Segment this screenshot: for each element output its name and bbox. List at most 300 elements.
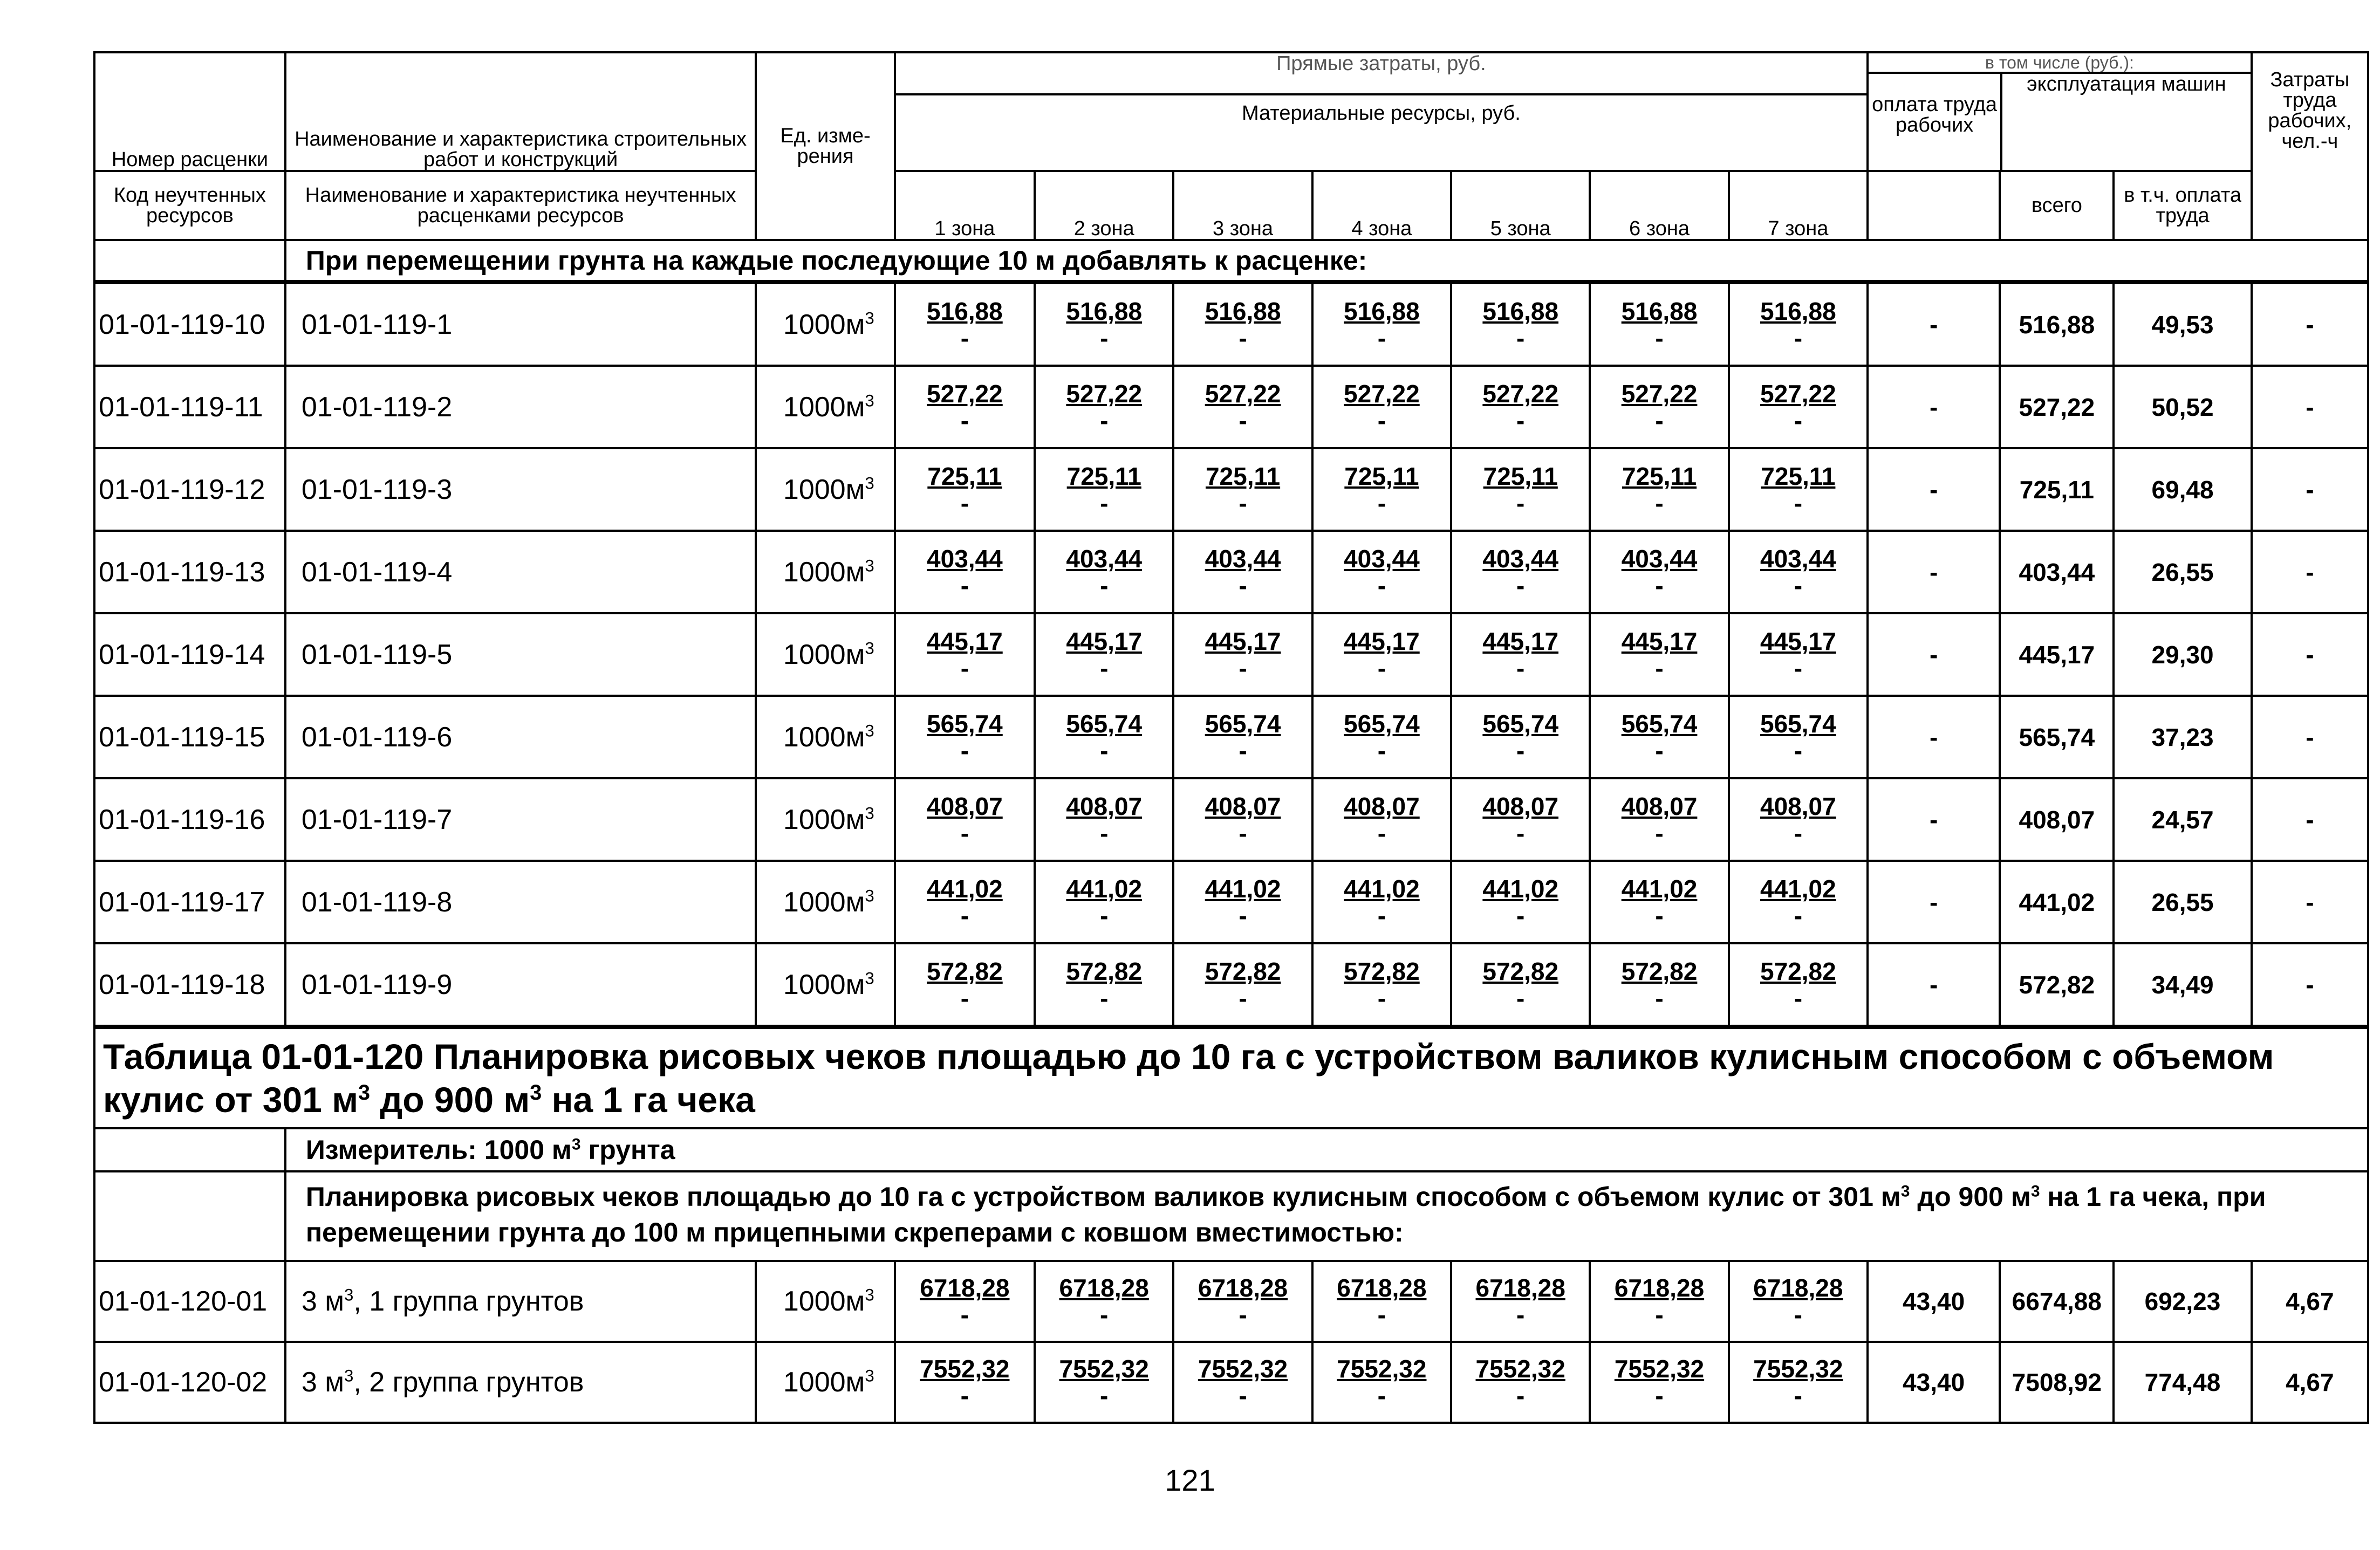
zone-cell: [1173, 861, 1312, 943]
zone-value: 403,44: [1760, 544, 1836, 573]
row-labor-hours: -: [2252, 448, 2368, 531]
page-number: 121: [1165, 1463, 1215, 1497]
header-total: всего: [2000, 171, 2114, 240]
header-in-that-number: [1868, 52, 2252, 171]
zone-dash: -: [1794, 1382, 1802, 1410]
zone-cell: [1729, 1342, 1868, 1423]
row-machines: 403,44: [2000, 531, 2114, 613]
zone-value: 527,22: [1066, 379, 1143, 408]
zone-dash: -: [1655, 736, 1664, 765]
zone-value: 6718,28: [1337, 1274, 1427, 1302]
zone-cell: [1312, 448, 1451, 531]
row-code: 01-01-120-01: [94, 1261, 285, 1342]
zone-value: 441,02: [1066, 874, 1143, 903]
row-machines-labor: 49,53: [2114, 283, 2251, 366]
table-row: [94, 861, 2368, 943]
row-unit: [756, 861, 894, 943]
zone-dash: -: [1377, 489, 1386, 517]
zone-dash: -: [1239, 736, 1247, 765]
zone-dash: -: [1794, 901, 1803, 930]
zone-dash: -: [1239, 1382, 1247, 1410]
zone-value: 565,74: [927, 709, 1003, 738]
header-zone-2: 2 зона: [1035, 171, 1173, 240]
name-b: , 1 группа грунтов: [353, 1286, 584, 1317]
row-name: [285, 1261, 756, 1342]
zone-cell: [1035, 531, 1173, 613]
zone-value: 445,17: [1621, 627, 1698, 655]
measure-b: грунта: [580, 1135, 675, 1165]
table120-title: [94, 1028, 2368, 1128]
price-table-sheet: [93, 51, 2369, 1424]
zone-dash: -: [1655, 571, 1664, 600]
zone-cell: [1590, 366, 1728, 448]
zone-cell: [1173, 283, 1312, 366]
header-zone-5: 5 зона: [1451, 171, 1590, 240]
zone-cell: [1173, 366, 1312, 448]
row-machines: 516,88: [2000, 283, 2114, 366]
zone-dash: -: [1516, 571, 1525, 600]
zone-dash: -: [1655, 406, 1664, 435]
zone-cell: [1035, 613, 1173, 696]
zone-dash: -: [960, 901, 969, 930]
row-labor: -: [1868, 366, 2000, 448]
zone-dash: -: [1794, 489, 1803, 517]
row-name: 01-01-119-1: [285, 283, 756, 366]
zone-dash: -: [1100, 489, 1109, 517]
header-incl-labor: в т.ч. оплата труда: [2114, 171, 2251, 240]
table-row: [94, 1342, 2368, 1423]
zone-cell: [1312, 283, 1451, 366]
zone-dash: -: [1100, 571, 1109, 600]
zone-cell: [1312, 366, 1451, 448]
row-unit: [756, 283, 894, 366]
row-name: 01-01-119-8: [285, 861, 756, 943]
zone-dash: -: [1100, 1301, 1109, 1329]
section1-note: При перемещении грунта на каждые последующие 10 м добавлять к расценке:: [285, 240, 2368, 281]
row-machines-labor: 34,49: [2114, 943, 2251, 1026]
zone-cell: [1729, 1261, 1868, 1342]
row-machines-labor: 26,55: [2114, 861, 2251, 943]
zone-dash: -: [1516, 406, 1525, 435]
zone-cell: [1312, 613, 1451, 696]
zone-value: 7552,32: [920, 1355, 1010, 1383]
zone-dash: -: [1655, 901, 1664, 930]
table120-measure: [285, 1128, 2368, 1171]
unit-text: 1000м: [783, 1286, 865, 1317]
rows-119: [93, 282, 2369, 1027]
zone-dash: -: [1516, 1301, 1525, 1329]
zone-cell: [1729, 613, 1868, 696]
zone-cell: [1035, 861, 1173, 943]
row-machines: 441,02: [2000, 861, 2114, 943]
sup: 3: [2030, 1182, 2040, 1201]
zone-dash: -: [1239, 571, 1247, 600]
table-row: [94, 366, 2368, 448]
row-labor: -: [1868, 613, 2000, 696]
row-machines: 725,11: [2000, 448, 2114, 531]
zone-dash: -: [1655, 1382, 1664, 1410]
zone-value: 572,82: [1066, 957, 1143, 985]
header-zone-3: 3 зона: [1173, 171, 1312, 240]
zone-value: 7552,32: [1059, 1355, 1149, 1383]
zone-cell: [1729, 696, 1868, 778]
row-name: 01-01-119-2: [285, 366, 756, 448]
row-labor-hours: -: [2252, 613, 2368, 696]
zone-value: 516,88: [1066, 297, 1143, 325]
table-row: [94, 283, 2368, 366]
zone-value: 445,17: [1205, 627, 1281, 655]
header-labor-costs: Затраты труда рабочих, чел.-ч: [2252, 52, 2368, 240]
sup: 3: [865, 804, 874, 823]
zone-value: 527,22: [1344, 379, 1420, 408]
unit-text: 1000м: [783, 556, 865, 588]
zone-cell: [1035, 943, 1173, 1026]
row-machines: 572,82: [2000, 943, 2114, 1026]
zone-cell: [1451, 531, 1590, 613]
row-labor: 43,40: [1868, 1342, 2000, 1423]
header-direct-costs: [895, 52, 1868, 171]
zone-dash: -: [1239, 984, 1247, 1012]
zone-value: 725,11: [927, 462, 1002, 490]
zone-dash: -: [1377, 1382, 1386, 1410]
header-labor-pay: оплата труда рабочих: [1869, 74, 2002, 170]
table120-title-part-a: Таблица 01-01-120 Планировка рисовых чеков площадью до 10 га с устройством валиков кулисным способом с объемом кулис от 301 м: [103, 1037, 2274, 1120]
zone-dash: -: [960, 819, 969, 847]
table120-title-row: [94, 1028, 2368, 1128]
zone-value: 403,44: [1066, 544, 1143, 573]
zone-dash: -: [1100, 406, 1109, 435]
zone-value: 445,17: [1066, 627, 1143, 655]
zone-value: 725,11: [1483, 462, 1558, 490]
zone-value: 565,74: [1066, 709, 1143, 738]
zone-value: 441,02: [1621, 874, 1698, 903]
zone-dash: -: [1516, 819, 1525, 847]
zone-dash: -: [1100, 736, 1109, 765]
unit-text: 1000м: [783, 804, 865, 835]
row-code: 01-01-119-18: [94, 943, 285, 1026]
row-name: 01-01-119-6: [285, 696, 756, 778]
zone-cell: [1590, 448, 1728, 531]
zone-cell: [1590, 861, 1728, 943]
zone-cell: [895, 696, 1035, 778]
row-unit: [756, 1342, 894, 1423]
zone-cell: [1173, 1261, 1312, 1342]
zone-dash: -: [1100, 1382, 1109, 1410]
header-direct-costs-label: Прямые затраты, руб.: [1276, 52, 1486, 75]
zone-dash: -: [1239, 406, 1247, 435]
row-code: 01-01-119-17: [94, 861, 285, 943]
table120-title-part-c: на 1 га чека: [542, 1080, 755, 1120]
header-zone-6: 6 зона: [1590, 171, 1728, 240]
zone-dash: -: [1100, 324, 1109, 352]
table-row: [94, 943, 2368, 1026]
zone-cell: [1312, 1342, 1451, 1423]
row-machines: 565,74: [2000, 696, 2114, 778]
row-unit: [756, 696, 894, 778]
zone-dash: -: [1239, 1301, 1247, 1329]
row-labor: -: [1868, 778, 2000, 861]
desc-a: Планировка рисовых чеков площадью до 10 га с устройством валиков кулисным способом с объемом кулис от 301 м: [305, 1182, 1901, 1212]
unit-text: 1000м: [783, 886, 865, 918]
section1-note-row: [94, 240, 2368, 281]
sup: 3: [571, 1135, 581, 1154]
row-machines-labor: 29,30: [2114, 613, 2251, 696]
rows-120: [94, 1261, 2368, 1423]
zone-value: 725,11: [1205, 462, 1281, 490]
row-code: 01-01-119-14: [94, 613, 285, 696]
zone-value: 408,07: [927, 792, 1003, 820]
zone-value: 445,17: [927, 627, 1003, 655]
table-row: [94, 531, 2368, 613]
row-machines-labor: 774,48: [2114, 1342, 2251, 1423]
zone-value: 7552,32: [1614, 1355, 1705, 1383]
header-machine-operation: эксплуатация машин: [2027, 73, 2226, 95]
zone-value: 441,02: [1205, 874, 1281, 903]
zone-dash: -: [1516, 901, 1525, 930]
zone-value: 403,44: [1205, 544, 1281, 573]
table120-desc-row: [94, 1171, 2368, 1261]
row-labor-hours: -: [2252, 283, 2368, 366]
zone-dash: -: [1516, 736, 1525, 765]
zone-value: 516,88: [1205, 297, 1281, 325]
zone-value: 527,22: [1205, 379, 1281, 408]
row-labor-hours: -: [2252, 861, 2368, 943]
zone-dash: -: [1794, 324, 1803, 352]
header-materials-label: Материальные ресурсы, руб.: [896, 93, 1866, 124]
table120-title-part-b: до 900 м: [370, 1080, 530, 1120]
row-labor: -: [1868, 531, 2000, 613]
table-row: [94, 1261, 2368, 1342]
zone-value: 441,02: [927, 874, 1003, 903]
zone-cell: [1590, 613, 1728, 696]
row-machines: 7508,92: [2000, 1342, 2114, 1423]
row-name: 01-01-119-5: [285, 613, 756, 696]
header-zone-7: 7 зона: [1729, 171, 1868, 240]
zone-dash: -: [1377, 901, 1386, 930]
sup: 3: [344, 1285, 354, 1305]
header-code-bottom: Код неучтенных ресурсов: [94, 171, 285, 240]
header-zone-4: 4 зона: [1312, 171, 1451, 240]
row-machines-labor: 69,48: [2114, 448, 2251, 531]
zone-dash: -: [1239, 489, 1247, 517]
zone-cell: [1312, 943, 1451, 1026]
zone-cell: [895, 861, 1035, 943]
zone-value: 725,11: [1066, 462, 1141, 490]
row-name: 01-01-119-7: [285, 778, 756, 861]
row-labor: 43,40: [1868, 1261, 2000, 1342]
zone-value: 565,74: [1482, 709, 1559, 738]
zone-dash: -: [1516, 489, 1525, 517]
zone-dash: -: [1100, 654, 1109, 682]
row-labor: -: [1868, 696, 2000, 778]
measure-a: Измеритель: 1000 м: [305, 1135, 572, 1165]
zone-dash: -: [1794, 984, 1803, 1012]
zone-cell: [895, 1261, 1035, 1342]
row-labor-hours: -: [2252, 696, 2368, 778]
zone-cell: [1451, 366, 1590, 448]
unit-text: 1000м: [783, 721, 865, 753]
sup: 3: [865, 556, 874, 575]
zone-dash: -: [1377, 324, 1386, 352]
zone-dash: -: [1239, 901, 1247, 930]
zone-cell: [1590, 1261, 1728, 1342]
zone-cell: [1173, 613, 1312, 696]
zone-value: 408,07: [1482, 792, 1559, 820]
name-a: 3 м: [301, 1286, 344, 1317]
zone-cell: [1035, 1261, 1173, 1342]
zone-value: 725,11: [1344, 462, 1419, 490]
zone-value: 441,02: [1482, 874, 1559, 903]
zone-value: 565,74: [1621, 709, 1698, 738]
zone-cell: [1173, 778, 1312, 861]
zone-value: 516,88: [1482, 297, 1559, 325]
zone-cell: [1590, 696, 1728, 778]
header-in-that-label: в том числе (руб.):: [1869, 53, 2251, 74]
row-machines: 408,07: [2000, 778, 2114, 861]
row-unit: [756, 448, 894, 531]
row-machines: 6674,88: [2000, 1261, 2114, 1342]
zone-cell: [1451, 861, 1590, 943]
zone-dash: -: [1239, 324, 1247, 352]
sup: 3: [865, 969, 874, 988]
zone-cell: [1729, 283, 1868, 366]
row-name: [285, 1342, 756, 1423]
zone-dash: -: [960, 489, 969, 517]
header-zone-1: 1 зона: [895, 171, 1035, 240]
zone-value: 403,44: [1621, 544, 1698, 573]
sup: 3: [344, 1366, 354, 1386]
row-code: 01-01-119-13: [94, 531, 285, 613]
zone-dash: -: [1655, 819, 1664, 847]
zone-value: 527,22: [1621, 379, 1698, 408]
zone-dash: -: [1377, 736, 1386, 765]
row-machines-labor: 50,52: [2114, 366, 2251, 448]
zone-cell: [895, 448, 1035, 531]
zone-cell: [1451, 283, 1590, 366]
zone-cell: [1729, 861, 1868, 943]
row-unit: [756, 366, 894, 448]
zone-value: 527,22: [927, 379, 1003, 408]
table-120: [93, 1027, 2369, 1424]
row-code: 01-01-119-10: [94, 283, 285, 366]
zone-value: 408,07: [1066, 792, 1143, 820]
row-machines-labor: 692,23: [2114, 1261, 2251, 1342]
zone-value: 6718,28: [1475, 1274, 1565, 1302]
sup: 3: [865, 886, 874, 906]
sup: 3: [865, 1366, 874, 1386]
row-code: 01-01-119-11: [94, 366, 285, 448]
zone-cell: [895, 613, 1035, 696]
unit-text: 1000м: [783, 391, 865, 423]
row-name: 01-01-119-9: [285, 943, 756, 1026]
zone-cell: [1590, 943, 1728, 1026]
zone-dash: -: [1239, 819, 1247, 847]
zone-dash: -: [960, 1382, 969, 1410]
row-machines-labor: 26,55: [2114, 531, 2251, 613]
row-labor-hours: -: [2252, 531, 2368, 613]
row-machines: 445,17: [2000, 613, 2114, 696]
zone-value: 6718,28: [920, 1274, 1010, 1302]
zone-value: 7552,32: [1337, 1355, 1427, 1383]
header-row-2: [94, 171, 2368, 240]
row-machines: 527,22: [2000, 366, 2114, 448]
header-code-top: Номер расценки: [94, 52, 285, 171]
zone-value: 408,07: [1205, 792, 1281, 820]
zone-value: 6718,28: [1198, 1274, 1288, 1302]
row-name: 01-01-119-3: [285, 448, 756, 531]
row-unit: [756, 613, 894, 696]
zone-value: 565,74: [1760, 709, 1836, 738]
zone-cell: [895, 283, 1035, 366]
zone-dash: -: [1655, 1301, 1664, 1329]
zone-value: 527,22: [1760, 379, 1836, 408]
zone-dash: -: [1655, 654, 1664, 682]
zone-value: 403,44: [1344, 544, 1420, 573]
zone-cell: [1451, 778, 1590, 861]
zone-dash: -: [1794, 406, 1803, 435]
row-labor: -: [1868, 943, 2000, 1026]
zone-dash: -: [1100, 984, 1109, 1012]
zone-value: 565,74: [1205, 709, 1281, 738]
zone-value: 725,11: [1622, 462, 1697, 490]
zone-value: 6718,28: [1753, 1274, 1843, 1302]
desc-c: на 1 га чека, при перемещении грунта до 100 м прицепными скреперами с ковшом вместимостью:: [305, 1182, 2266, 1247]
zone-dash: -: [960, 736, 969, 765]
zone-dash: -: [960, 406, 969, 435]
zone-cell: [1451, 1342, 1590, 1423]
zone-cell: [1729, 778, 1868, 861]
zone-dash: -: [960, 1301, 969, 1329]
zone-dash: -: [1655, 324, 1664, 352]
zone-cell: [1173, 943, 1312, 1026]
zone-cell: [1173, 448, 1312, 531]
header-name-top: Наименование и характеристика строительных работ и конструкций: [285, 52, 756, 171]
zone-cell: [895, 366, 1035, 448]
row-unit: [756, 943, 894, 1026]
row-code: 01-01-119-16: [94, 778, 285, 861]
zone-dash: -: [1377, 1301, 1386, 1329]
zone-dash: -: [1100, 901, 1109, 930]
unit-text: 1000м: [783, 969, 865, 1000]
header-row-1: [94, 52, 2368, 171]
zone-value: 572,82: [1621, 957, 1698, 985]
zone-dash: -: [1516, 984, 1525, 1012]
zone-cell: [895, 1342, 1035, 1423]
row-unit: [756, 778, 894, 861]
zone-cell: [1173, 531, 1312, 613]
zone-dash: -: [1794, 654, 1803, 682]
zone-value: 408,07: [1760, 792, 1836, 820]
zone-value: 445,17: [1482, 627, 1559, 655]
zone-dash: -: [1794, 1301, 1802, 1329]
row-machines-labor: 37,23: [2114, 696, 2251, 778]
unit-text: 1000м: [783, 474, 865, 505]
sup: 3: [865, 721, 874, 740]
zone-value: 441,02: [1760, 874, 1836, 903]
zone-value: 403,44: [1482, 544, 1559, 573]
header-labor-pay-cont: [1868, 171, 2000, 240]
zone-cell: [1312, 1261, 1451, 1342]
zone-cell: [1312, 531, 1451, 613]
zone-dash: -: [960, 571, 969, 600]
desc-b: до 900 м: [1910, 1182, 2031, 1212]
zone-dash: -: [1377, 406, 1386, 435]
zone-value: 516,88: [1760, 297, 1836, 325]
row-labor-hours: 4,67: [2252, 1342, 2368, 1423]
zone-dash: -: [960, 324, 969, 352]
zone-cell: [1729, 943, 1868, 1026]
zone-value: 408,07: [1344, 792, 1420, 820]
